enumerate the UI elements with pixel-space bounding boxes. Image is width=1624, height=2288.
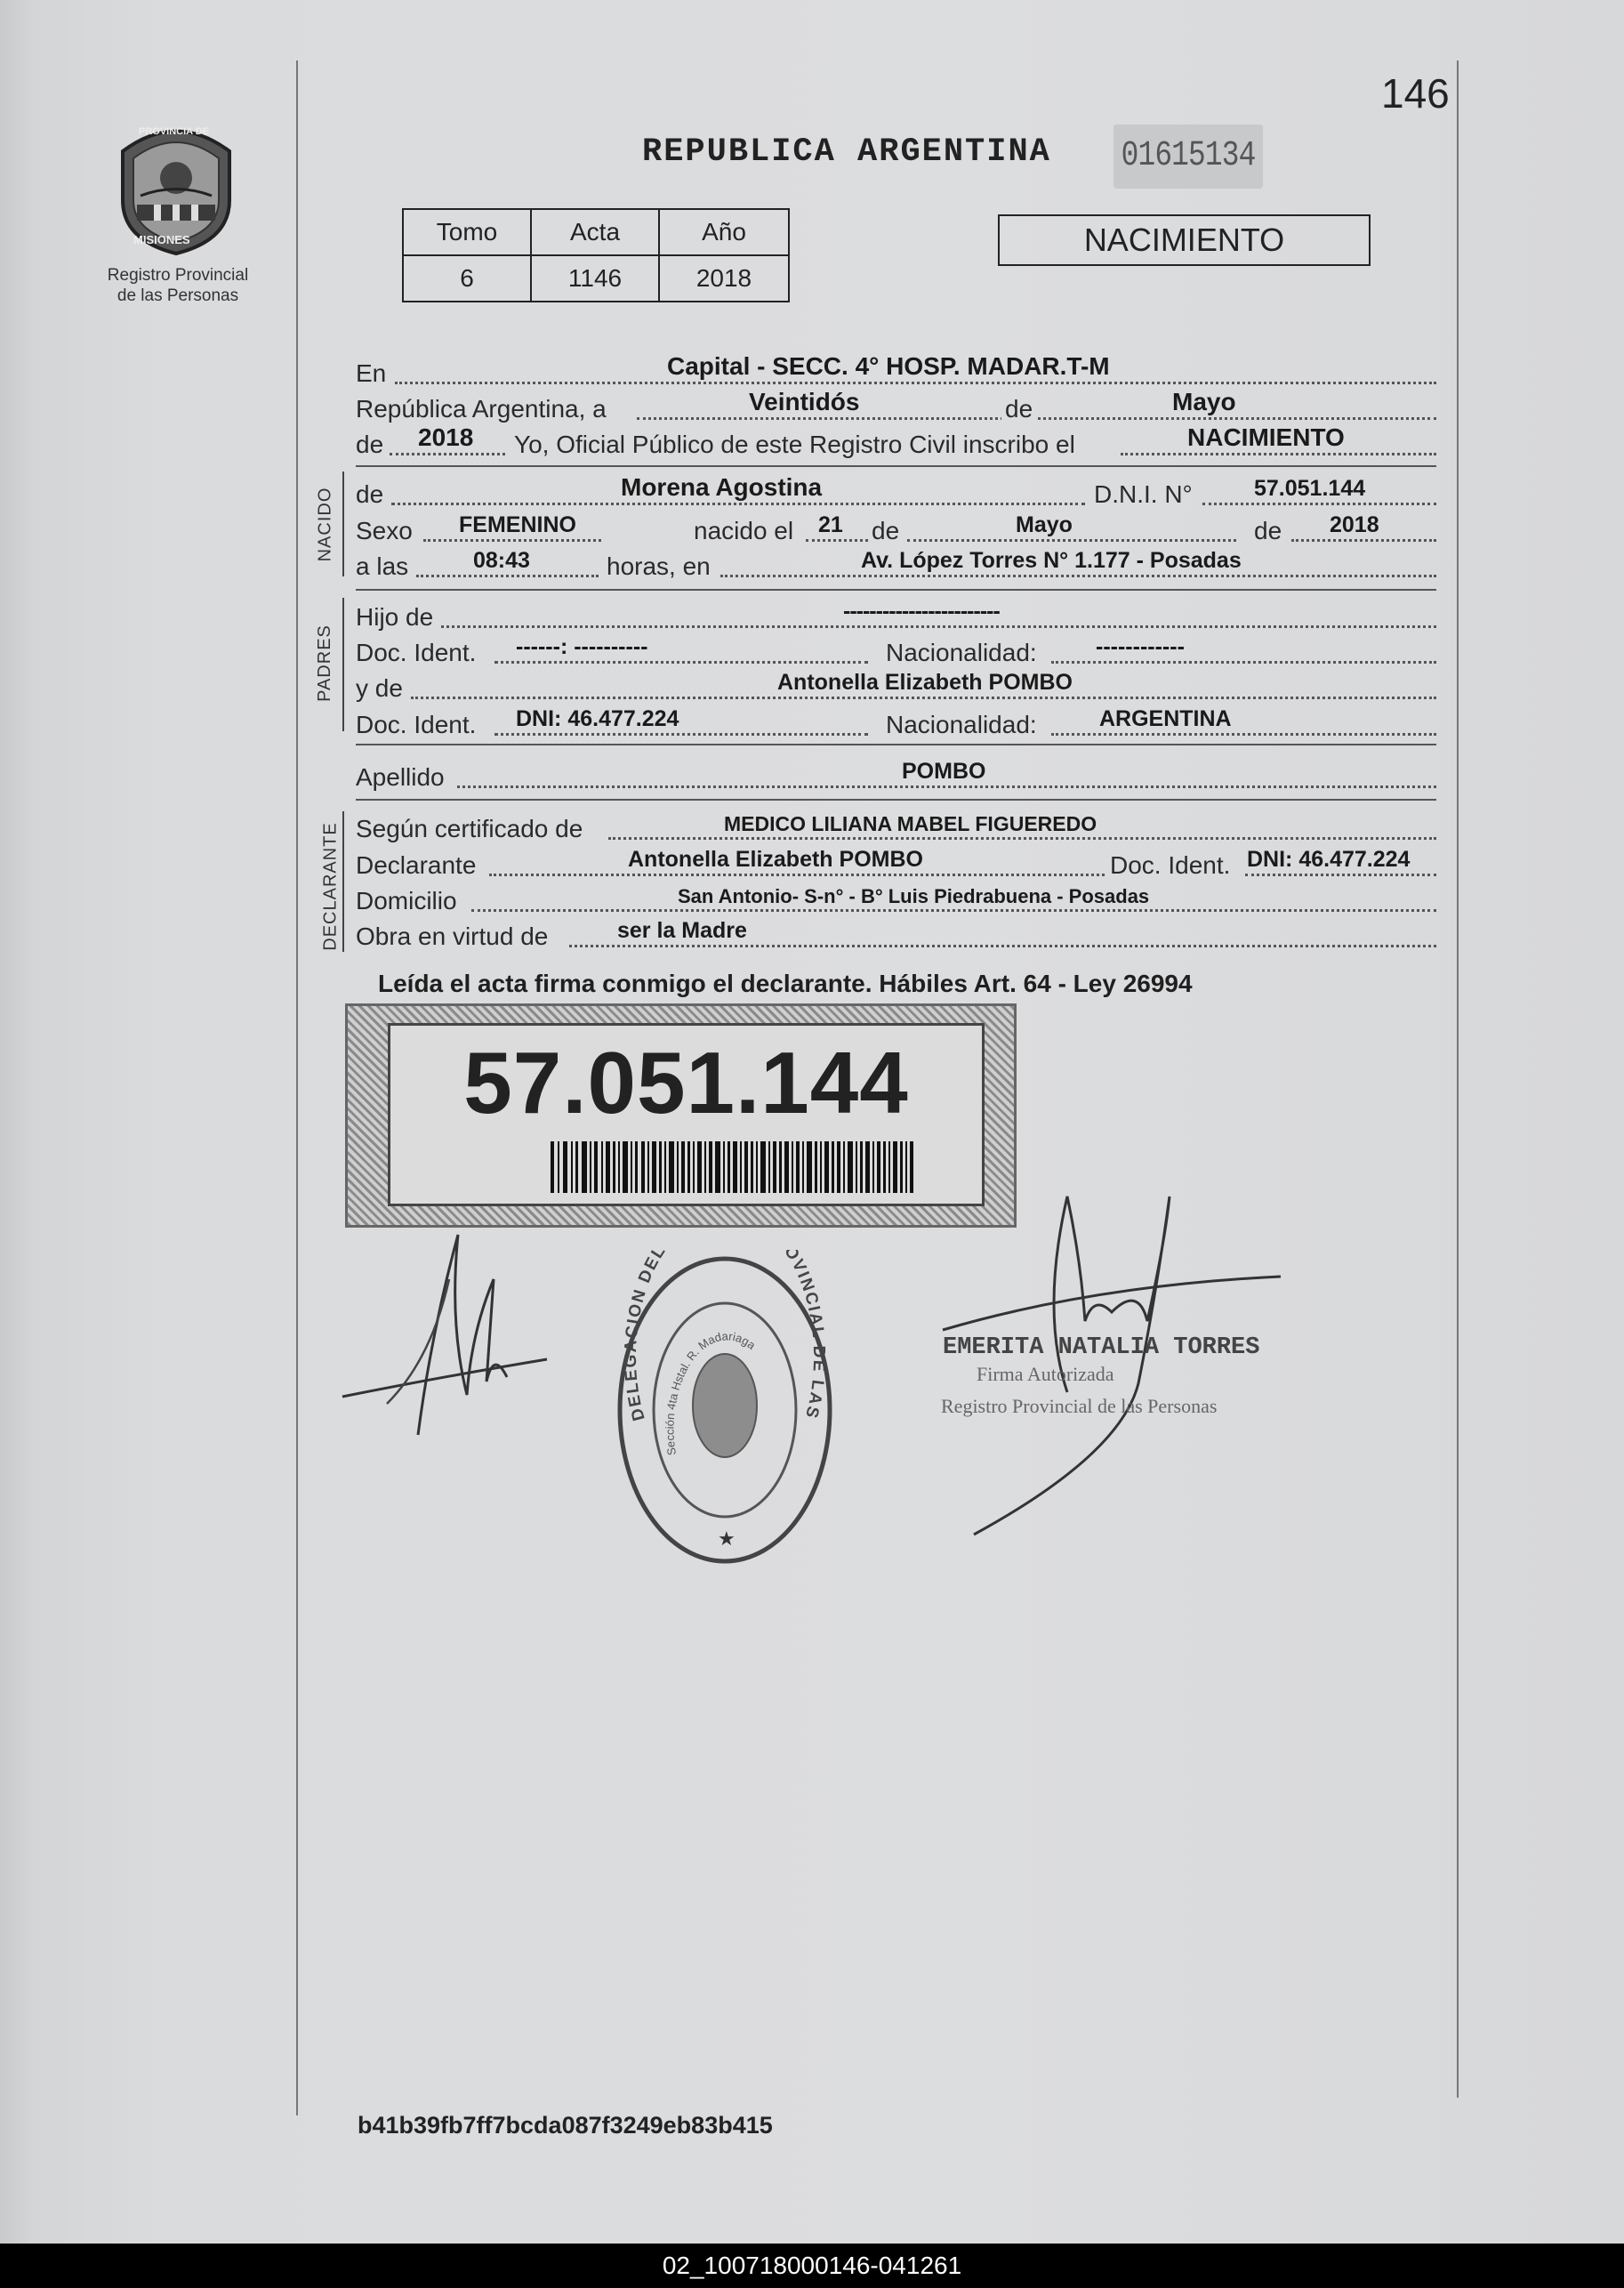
label-de: de bbox=[872, 517, 900, 544]
value-dia-nacimiento: 21 bbox=[818, 512, 843, 537]
serial-number: 01615134 bbox=[1113, 125, 1263, 189]
value-anio-registro: 2018 bbox=[418, 423, 474, 451]
dotted-line bbox=[1291, 539, 1436, 542]
value-madre: Antonella Elizabeth POMBO bbox=[777, 670, 1073, 695]
country-title: REPUBLICA ARGENTINA bbox=[642, 133, 1051, 171]
dni-sticker-label bbox=[388, 1023, 985, 1206]
official-name: EMERITA NATALIA TORRES bbox=[943, 1334, 1260, 1361]
value-nombre-nacido: Morena Agostina bbox=[621, 473, 823, 501]
label-y-de: y de bbox=[356, 674, 403, 702]
document-hash: b41b39fb7ff7bcda087f3249eb83b415 bbox=[358, 2112, 773, 2139]
dotted-line bbox=[416, 575, 599, 577]
label-doc-ident: Doc. Ident. bbox=[356, 711, 477, 738]
label-en: En bbox=[356, 359, 387, 387]
value-dia-registro: Veintidós bbox=[749, 388, 860, 415]
logo-seal-bottom: MISIONES bbox=[133, 233, 190, 246]
dotted-line bbox=[806, 539, 868, 542]
section-label-nacido: NACIDO bbox=[315, 487, 335, 562]
value-madre-nacionalidad: ARGENTINA bbox=[1099, 706, 1232, 731]
row-en bbox=[356, 354, 1436, 388]
register-header-anio: Año bbox=[659, 209, 789, 255]
value-dni-nacido: 57.051.144 bbox=[1254, 476, 1366, 501]
label-doc-ident: Doc. Ident. bbox=[356, 639, 477, 666]
left-margin-line bbox=[296, 60, 298, 2115]
value-obra: ser la Madre bbox=[617, 918, 747, 943]
value-mes-registro: Mayo bbox=[1172, 388, 1236, 415]
logo-caption bbox=[89, 265, 267, 306]
value-declarante: Antonella Elizabeth POMBO bbox=[628, 847, 923, 872]
dotted-line bbox=[423, 539, 601, 542]
value-hora: 08:43 bbox=[473, 548, 530, 573]
row-domicilio bbox=[356, 882, 1436, 915]
dotted-line bbox=[637, 417, 1436, 420]
value-padre-nacionalidad: ------------ bbox=[1096, 634, 1185, 659]
row-inscribo bbox=[356, 425, 1436, 459]
value-sexo: FEMENINO bbox=[459, 512, 576, 537]
seal-inner-text: Sección 4ta Hstal. R. Madariaga bbox=[663, 1329, 759, 1457]
dotted-line bbox=[907, 539, 1236, 542]
dotted-line bbox=[1121, 453, 1436, 455]
row-hijo-de bbox=[356, 598, 1436, 632]
register-value-anio: 2018 bbox=[659, 255, 789, 302]
register-table bbox=[402, 208, 790, 302]
register-value-tomo: 6 bbox=[403, 255, 531, 302]
value-tipo-inscripcion: NACIMIENTO bbox=[1187, 423, 1345, 451]
row-madre-doc bbox=[356, 705, 1436, 739]
value-padre-doc: ------: ---------- bbox=[516, 634, 648, 659]
logo-seal-lettering bbox=[133, 126, 209, 137]
label-de: de bbox=[1254, 517, 1282, 544]
label-de-anio: de bbox=[356, 431, 384, 458]
dni-sticker bbox=[345, 1003, 1017, 1228]
right-margin-line bbox=[1457, 60, 1459, 2098]
dotted-line bbox=[390, 453, 505, 455]
value-certificado: MEDICO LILIANA MABEL FIGUEREDO bbox=[724, 812, 1097, 835]
row-y-de bbox=[356, 669, 1436, 703]
logo-caption-line1: Registro Provincial bbox=[107, 266, 249, 285]
label-nacido-el: nacido el bbox=[694, 517, 794, 544]
row-republica bbox=[356, 390, 1436, 423]
value-madre-doc: DNI: 46.477.224 bbox=[516, 706, 679, 731]
closing-statement: Leída el acta firma conmigo el declarante. Hábiles Art. 64 - Ley 26994 bbox=[378, 970, 1193, 997]
value-lugar-nacimiento: Av. López Torres N° 1.177 - Posadas bbox=[861, 548, 1242, 573]
logo-caption-line2: de las Personas bbox=[117, 286, 239, 305]
official-role: Firma Autorizada bbox=[977, 1363, 1114, 1385]
label-dni: D.N.I. N° bbox=[1094, 480, 1193, 508]
official-office: Registro Provincial de las Personas bbox=[941, 1395, 1218, 1417]
seal-outer-text: DELEGACION DEL OVINCIAL DE LAS bbox=[621, 1250, 829, 1423]
register-value-acta: 1146 bbox=[531, 255, 659, 302]
label-de: de bbox=[1001, 395, 1036, 423]
dotted-line bbox=[489, 874, 1105, 876]
row-declarante bbox=[356, 846, 1436, 880]
value-apellido: POMBO bbox=[902, 759, 986, 784]
row-nacido-nombre bbox=[356, 475, 1436, 509]
label-hijo-de: Hijo de bbox=[356, 603, 434, 631]
value-padre: ------------------------ bbox=[843, 599, 1000, 624]
dotted-line bbox=[569, 945, 1436, 947]
dotted-line bbox=[441, 625, 1436, 628]
label-nacionalidad: Nacionalidad: bbox=[886, 711, 1037, 738]
value-anio-nacimiento: 2018 bbox=[1330, 512, 1379, 537]
section-separator bbox=[356, 799, 1436, 801]
dotted-line bbox=[411, 697, 1436, 699]
registrar-signature bbox=[334, 1226, 565, 1439]
dotted-line bbox=[457, 785, 1436, 788]
value-mes-nacimiento: Mayo bbox=[1016, 512, 1073, 537]
dotted-line bbox=[395, 382, 1436, 384]
value-declarante-doc: DNI: 46.477.224 bbox=[1247, 847, 1411, 872]
section-separator bbox=[356, 589, 1436, 591]
delegation-seal bbox=[609, 1250, 840, 1570]
row-nacido-hora bbox=[356, 547, 1436, 581]
register-header-tomo: Tomo bbox=[403, 209, 531, 255]
register-table-header-row bbox=[403, 209, 789, 255]
dotted-line bbox=[471, 909, 1436, 912]
label-republica: República Argentina, a bbox=[356, 395, 607, 423]
section-separator bbox=[356, 465, 1436, 467]
document-type-box: NACIMIENTO bbox=[998, 214, 1371, 266]
label-nacionalidad: Nacionalidad: bbox=[886, 639, 1037, 666]
label-de: de bbox=[356, 480, 384, 508]
row-apellido bbox=[356, 758, 1436, 792]
dotted-line bbox=[494, 733, 868, 736]
label-horas-en: horas, en bbox=[607, 552, 711, 580]
dni-sticker-number: 57.051.144 bbox=[463, 1034, 909, 1132]
section-bracket-padres bbox=[342, 598, 344, 731]
row-nacido-sexo bbox=[356, 512, 1436, 545]
label-domicilio: Domicilio bbox=[356, 887, 457, 914]
barcode bbox=[551, 1141, 924, 1193]
label-inscribo: Yo, Oficial Público de este Registro Civil inscribo el bbox=[514, 431, 1075, 458]
dotted-line bbox=[1051, 661, 1436, 664]
dotted-line bbox=[608, 837, 1436, 840]
dotted-line bbox=[1245, 874, 1436, 876]
label-certificado: Según certificado de bbox=[356, 815, 583, 842]
label-apellido: Apellido bbox=[356, 763, 445, 791]
scan-footer: 02_100718000146-041261 bbox=[0, 2244, 1624, 2288]
label-doc-ident: Doc. Ident. bbox=[1110, 851, 1231, 879]
dotted-line bbox=[720, 575, 1436, 577]
register-header-acta: Acta bbox=[531, 209, 659, 255]
page-number: 146 bbox=[1381, 70, 1450, 117]
section-separator bbox=[356, 744, 1436, 745]
value-lugar-registro: Capital - SECC. 4° HOSP. MADAR.T-M bbox=[667, 352, 1110, 380]
dotted-line bbox=[391, 503, 1085, 505]
dotted-line bbox=[1202, 503, 1436, 505]
section-bracket-declarante bbox=[342, 811, 344, 952]
label-a-las: a las bbox=[356, 552, 409, 580]
svg-text:★: ★ bbox=[718, 1527, 736, 1550]
logo-seal-top-text: PROVINCIA DE bbox=[139, 126, 210, 137]
register-table-value-row bbox=[403, 255, 789, 302]
label-sexo: Sexo bbox=[356, 517, 413, 544]
row-padre-doc bbox=[356, 633, 1436, 667]
value-domicilio: San Antonio- S-n° - B° Luis Piedrabuena - Posadas bbox=[678, 885, 1150, 907]
row-obra bbox=[356, 917, 1436, 951]
dotted-line bbox=[494, 661, 868, 664]
label-obra: Obra en virtud de bbox=[356, 922, 549, 950]
section-label-declarante: DECLARANTE bbox=[320, 822, 341, 951]
section-bracket-nacido bbox=[342, 471, 344, 576]
row-certificado bbox=[356, 810, 1436, 843]
dotted-line bbox=[1051, 733, 1436, 736]
section-label-padres: PADRES bbox=[314, 624, 334, 702]
label-declarante: Declarante bbox=[356, 851, 477, 879]
